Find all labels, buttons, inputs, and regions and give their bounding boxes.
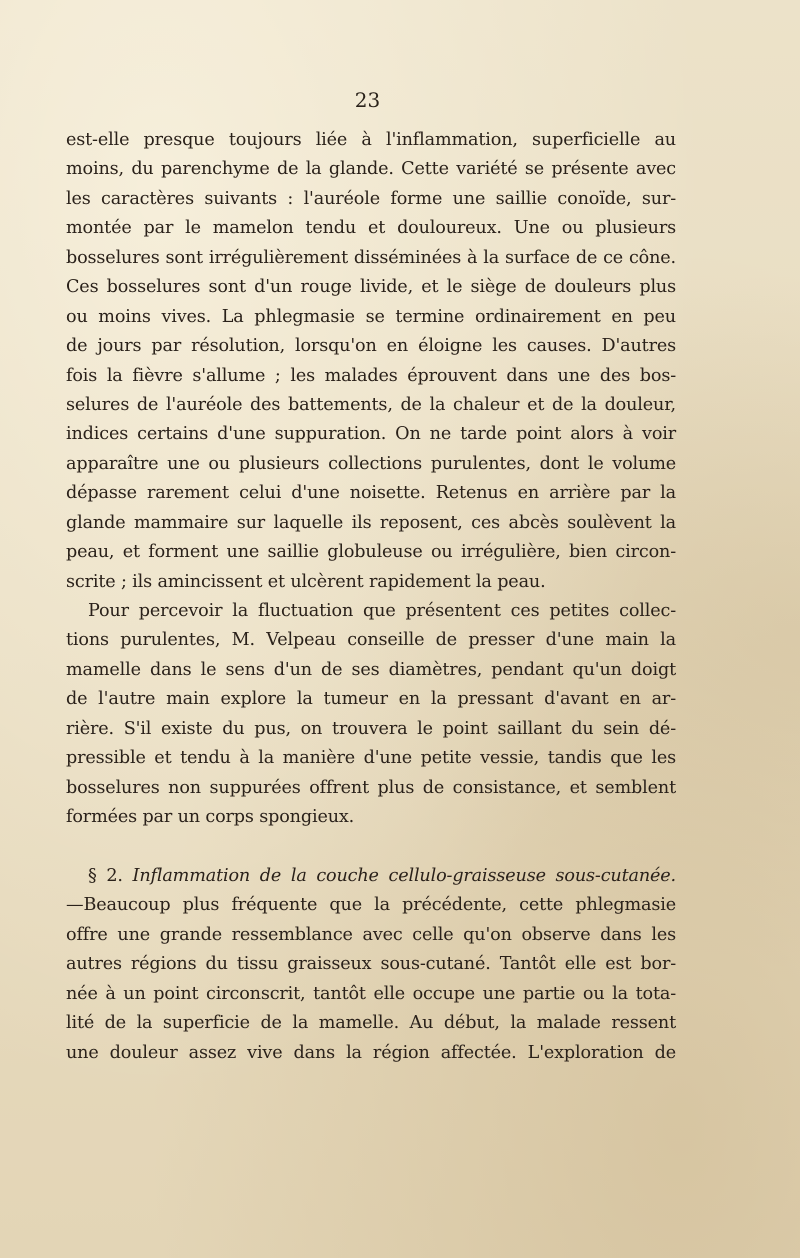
text-line: Ces bosselures sont d'un rouge livide, et le siège de douleurs plus (66, 277, 676, 298)
paragraph-3 (66, 862, 676, 1068)
text-line: bosselures non suppurées offrent plus de consistance, et semblent (66, 777, 676, 798)
text-line: glande mammaire sur laquelle ils reposent, ces abcès soulèvent la (66, 512, 676, 533)
text-line: ou moins vives. La phlegmasie se termine ordinairement en peu (66, 306, 676, 327)
text-line: bosselures sont irrégulièrement disséminées à la surface de ce cône. (66, 247, 676, 268)
paragraph-2 (66, 597, 676, 833)
text-line: apparaître une ou plusieurs collections purulentes, dont le volume (66, 453, 676, 474)
text-line: fois la fièvre s'allume ; les malades éprouvent dans une des bos- (66, 365, 676, 386)
text-line: montée par le mamelon tendu et douloureux. Une ou plusieurs (66, 218, 676, 239)
text-line: née à un point circonscrit, tantôt elle occupe une partie ou la tota- (66, 983, 676, 1004)
text-line: rière. S'il existe du pus, on trouvera le point saillant du sein dé- (66, 718, 676, 739)
section-heading-line (66, 862, 676, 891)
section-number: § 2. (88, 865, 123, 886)
body-text (66, 126, 676, 1068)
text-line: selures de l'auréole des battements, de la chaleur et de la douleur, (66, 394, 676, 415)
text-line: indices certains d'une suppuration. On ne tarde point alors à voir (66, 424, 676, 445)
text-line: formées par un corps spongieux. (66, 807, 355, 828)
text-line: scrite ; ils amincissent et ulcèrent rapidement la peau. (66, 571, 546, 592)
text-line: autres régions du tissu graisseux sous-cutané. Tantôt elle est bor- (66, 954, 676, 975)
text-line: —Beaucoup plus fréquente que la précédente, cette phlegmasie (66, 895, 676, 916)
paragraph-gap (66, 833, 676, 862)
text-line: lité de la superficie de la mamelle. Au début, la malade ressent (66, 1013, 676, 1034)
text-line: de l'autre main explore la tumeur en la pressant d'avant en ar- (66, 689, 676, 710)
text-line: de jours par résolution, lorsqu'on en éloigne les causes. D'autres (66, 336, 676, 357)
text-line: Pour percevoir la fluctuation que présentent ces petites collec- (88, 601, 676, 621)
text-line: est-elle presque toujours liée à l'inflammation, superficielle au (66, 130, 676, 150)
text-line: pressible et tendu à la manière d'une petite vessie, tandis que les (66, 748, 676, 769)
text-line: les caractères suivants : l'auréole forme une saillie conoïde, sur- (66, 188, 676, 209)
paragraph-1 (66, 126, 676, 597)
text-line: offre une grande ressemblance avec celle qu'on observe dans les (66, 924, 676, 945)
text-line: dépasse rarement celui d'une noisette. Retenus en arrière par la (66, 483, 676, 504)
text-line: tions purulentes, M. Velpeau conseille de presser d'une main la (66, 630, 676, 651)
page-number: 23 (354, 88, 381, 112)
text-line: moins, du parenchyme de la glande. Cette variété se présente avec (66, 159, 676, 180)
text-line: peau, et forment une saillie globuleuse ou irrégulière, bien circon- (66, 542, 676, 563)
text-line: mamelle dans le sens d'un de ses diamètres, pendant qu'un doigt (66, 659, 676, 680)
section-title: Inflammation de la couche cellulo-graisseuse sous-cutanée. (132, 865, 676, 886)
text-line: une douleur assez vive dans la région affectée. L'exploration de (66, 1042, 676, 1063)
